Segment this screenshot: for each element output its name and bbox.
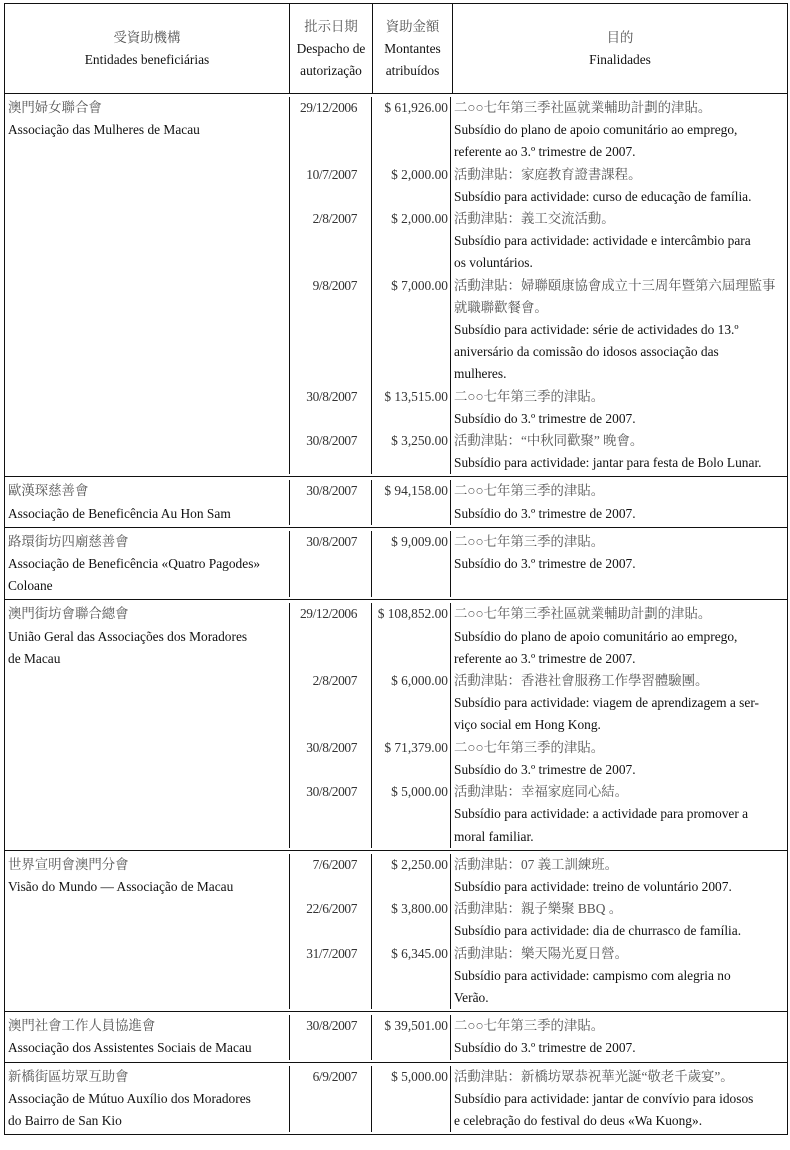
entries <box>289 1063 787 1135</box>
purpose-pt: Subsídio do 3.º trimestre de 2007. <box>454 505 636 521</box>
purpose-zh: 活動津貼：親子樂聚 BBQ 。 <box>454 901 623 917</box>
purpose-pt: moral familiar. <box>454 828 534 844</box>
purpose-pt: referente ao 3.º trimestre de 2007. <box>454 144 636 160</box>
approval-date <box>289 737 371 781</box>
approval-date-text: 2/8/2007 <box>312 673 357 689</box>
grant-entry <box>289 430 787 476</box>
header-date-zh: 批示日期 <box>304 18 358 34</box>
entity-cell <box>5 600 289 849</box>
granted-amount: $ 7,000.00 <box>371 275 450 386</box>
purpose <box>450 386 787 430</box>
granted-amount: $ 94,158.00 <box>371 480 450 524</box>
grant-entry <box>289 898 787 942</box>
purpose-pt: Subsídio para actividade: curso de educação de família. <box>454 188 752 204</box>
header-entity-pt: Entidades beneficiárias <box>84 51 210 67</box>
grant-entry <box>289 477 787 526</box>
purpose-pt: Subsídio do 3.º trimestre de 2007. <box>454 761 636 777</box>
approval-date-text: 30/8/2007 <box>306 533 357 549</box>
approval-date <box>289 386 371 430</box>
entity-name-pt: do Bairro de San Kio <box>8 1112 122 1128</box>
purpose-pt: Subsídio para actividade: jantar para festa de Bolo Lunar. <box>454 455 762 471</box>
approval-date-text: 6/9/2007 <box>312 1068 357 1084</box>
granted-amount: $ 2,000.00 <box>371 164 450 208</box>
approval-date <box>289 275 371 386</box>
purpose-pt: Subsídio do 3.º trimestre de 2007. <box>454 410 636 426</box>
entity-name-zh: 澳門社會工作人員協進會 <box>8 1018 156 1034</box>
header-amount-pt-2: atribuídos <box>385 62 440 78</box>
entity-cell <box>5 94 289 476</box>
granted-amount: $ 3,800.00 <box>371 898 450 942</box>
grant-entry <box>289 1063 787 1135</box>
granted-amount: $ 5,000.00 <box>371 1066 450 1133</box>
purpose-pt: Subsídio para actividade: a actividade para promover a <box>454 806 749 822</box>
approval-date-text: 9/8/2007 <box>312 277 357 293</box>
entity-cell <box>5 528 289 600</box>
header-amount-zh: 資助金額 <box>385 18 440 34</box>
purpose <box>450 1066 787 1133</box>
table-row <box>5 94 787 477</box>
entity-name-zh: 路環街坊四廟慈善會 <box>8 533 129 549</box>
approval-date <box>289 480 371 524</box>
purpose-pt: viço social em Hong Kong. <box>454 717 601 733</box>
approval-date-text: 2/8/2007 <box>312 211 357 227</box>
purpose <box>450 480 787 524</box>
header-purpose <box>452 4 787 93</box>
header-date-pt-1: Despacho de <box>296 40 366 56</box>
approval-date <box>289 531 371 598</box>
purpose <box>450 97 787 164</box>
purpose <box>450 430 787 474</box>
approval-date-text: 31/7/2007 <box>306 945 357 961</box>
entity-name-zh: 新橋街區坊眾互助會 <box>8 1068 129 1084</box>
approval-date-text: 30/8/2007 <box>306 784 357 800</box>
purpose-pt: Verão. <box>454 989 489 1005</box>
table-row <box>5 477 787 527</box>
approval-date <box>289 1066 371 1133</box>
purpose <box>450 603 787 670</box>
header-purpose-pt: Finalidades <box>589 51 651 67</box>
entity-cell <box>5 1012 289 1061</box>
grant-entry <box>289 94 787 164</box>
entity-cell <box>5 477 289 526</box>
purpose-zh: 二○○七年第三季社區就業輔助計劃的津貼。 <box>454 606 712 622</box>
purpose-pt: Subsídio para actividade: dia de churrasco de família. <box>454 923 742 939</box>
purpose-zh: 活動津貼：婦聯頤康協會成立十三周年暨第六屆理監事 <box>454 277 776 293</box>
entries <box>289 600 787 849</box>
entity-name-zh: 歐漢琛慈善會 <box>8 483 89 499</box>
granted-amount: $ 3,250.00 <box>371 430 450 474</box>
purpose-zh: 二○○七年第三季的津貼。 <box>454 1018 605 1034</box>
purpose-pt: Subsídio do plano de apoio comunitário ao emprego, <box>454 122 738 138</box>
purpose-pt: aniversário da comissão do idosos associação das <box>454 344 719 360</box>
granted-amount: $ 6,345.00 <box>371 943 450 1010</box>
purpose <box>450 898 787 942</box>
header-entity <box>5 4 289 93</box>
purpose-pt: Subsídio do 3.º trimestre de 2007. <box>454 1040 636 1056</box>
granted-amount: $ 39,501.00 <box>371 1015 450 1059</box>
purpose-pt: Subsídio do 3.º trimestre de 2007. <box>454 556 636 572</box>
purpose-pt: Subsídio para actividade: jantar de convívio para idosos <box>454 1090 754 1106</box>
grant-entry <box>289 670 787 737</box>
approval-date <box>289 603 371 670</box>
table-header <box>5 4 787 94</box>
purpose-zh: 二○○七年第三季社區就業輔助計劃的津貼。 <box>454 100 712 115</box>
purpose-zh: 活動津貼：07 義工訓練班。 <box>454 856 619 872</box>
header-amount <box>372 4 452 93</box>
entity-name-pt: Associação de Beneficência «Quatro Pagodes» <box>8 556 261 572</box>
entries <box>289 477 787 526</box>
granted-amount: $ 61,926.00 <box>371 97 450 164</box>
purpose <box>450 854 787 898</box>
granted-amount: $ 2,250.00 <box>371 854 450 898</box>
purpose-zh: 二○○七年第三季的津貼。 <box>454 739 605 755</box>
approval-date-text: 22/6/2007 <box>306 901 357 917</box>
grant-entry <box>289 528 787 600</box>
granted-amount: $ 108,852.00 <box>371 603 450 670</box>
purpose-zh: 二○○七年第三季的津貼。 <box>454 483 605 499</box>
approval-date <box>289 208 371 275</box>
purpose <box>450 1015 787 1059</box>
approval-date-text: 29/12/2006 <box>299 100 357 115</box>
entity-cell <box>5 851 289 1011</box>
approval-date <box>289 781 371 848</box>
entries <box>289 94 787 476</box>
header-entity-zh: 受資助機構 <box>113 29 181 45</box>
purpose-pt: Subsídio para actividade: série de actividades do 13.º <box>454 322 739 338</box>
approval-date <box>289 97 371 164</box>
grant-entry <box>289 781 787 850</box>
purpose <box>450 164 787 208</box>
grant-entry <box>289 943 787 1012</box>
purpose <box>450 737 787 781</box>
purpose-zh: 活動津貼：香港社會服務工作學習體驗團。 <box>454 673 709 689</box>
approval-date-text: 10/7/2007 <box>306 166 357 182</box>
table-row <box>5 1012 787 1062</box>
purpose-pt: e celebração do festival do deus «Wa Kuong». <box>454 1112 703 1128</box>
entity-cell <box>5 1063 289 1135</box>
header-purpose-zh: 目的 <box>606 29 634 45</box>
grant-entry <box>289 851 787 898</box>
purpose <box>450 275 787 386</box>
header-date <box>289 4 372 93</box>
entity-name-pt: Associação das Mulheres de Macau <box>8 122 200 138</box>
purpose-pt: Subsídio para actividade: actividade e intercâmbio para <box>454 233 751 249</box>
purpose <box>450 531 787 598</box>
granted-amount: $ 13,515.00 <box>371 386 450 430</box>
grant-entry <box>289 164 787 208</box>
approval-date <box>289 943 371 1010</box>
entity-name-pt: Visão do Mundo — Associação de Macau <box>8 878 234 894</box>
purpose-zh: 活動津貼：“中秋同歡聚” 晚會。 <box>454 433 644 449</box>
purpose <box>450 208 787 275</box>
approval-date <box>289 898 371 942</box>
approval-date-text: 30/8/2007 <box>306 388 357 404</box>
approval-date <box>289 670 371 737</box>
approval-date-text: 7/6/2007 <box>312 856 357 872</box>
purpose <box>450 943 787 1010</box>
entity-name-zh: 世界宣明會澳門分會 <box>8 856 129 872</box>
approval-date-text: 30/8/2007 <box>306 1018 357 1034</box>
entity-name-zh: 澳門婦女聯合會 <box>8 100 102 115</box>
entity-name-zh: 澳門街坊會聯合總會 <box>8 606 129 622</box>
entries <box>289 851 787 1011</box>
purpose-zh: 活動津貼：義工交流活動。 <box>454 211 615 227</box>
grant-entry <box>289 737 787 781</box>
entity-name-pt: União Geral das Associações dos Moradores <box>8 628 248 644</box>
approval-date <box>289 854 371 898</box>
entries <box>289 528 787 600</box>
grant-entry <box>289 275 787 386</box>
purpose-zh: 二○○七年第三季的津貼。 <box>454 533 605 549</box>
table-row <box>5 528 787 601</box>
purpose-zh: 活動津貼：幸福家庭同心結。 <box>454 784 629 800</box>
approval-date <box>289 430 371 474</box>
purpose-zh: 就職聯歡餐會。 <box>454 299 548 315</box>
purpose-pt: Subsídio para actividade: campismo com alegria no <box>454 967 731 983</box>
table-row <box>5 600 787 850</box>
approval-date-text: 30/8/2007 <box>306 739 357 755</box>
purpose <box>450 670 787 737</box>
granted-amount: $ 71,379.00 <box>371 737 450 781</box>
purpose <box>450 781 787 848</box>
purpose-pt: mulheres. <box>454 366 507 382</box>
entity-name-pt: Coloane <box>8 578 53 594</box>
granted-amount: $ 5,000.00 <box>371 781 450 848</box>
purpose-pt: Subsídio para actividade: treino de voluntário 2007. <box>454 878 732 894</box>
approval-date-text: 29/12/2006 <box>299 606 357 622</box>
granted-amount: $ 6,000.00 <box>371 670 450 737</box>
table-row <box>5 851 787 1012</box>
approval-date-text: 30/8/2007 <box>306 433 357 449</box>
table-row <box>5 1063 787 1135</box>
purpose-zh: 二○○七年第三季的津貼。 <box>454 388 605 404</box>
grant-entry <box>289 386 787 430</box>
purpose-pt: Subsídio do plano de apoio comunitário ao emprego, <box>454 628 738 644</box>
table-body <box>5 94 787 1134</box>
entity-name-pt: Associação de Beneficência Au Hon Sam <box>8 505 231 521</box>
purpose-pt: referente ao 3.º trimestre de 2007. <box>454 650 636 666</box>
header-amount-pt-1: Montantes <box>384 40 441 56</box>
grant-entry <box>289 208 787 275</box>
entity-name-pt: Associação de Mútuo Auxílio dos Moradores <box>8 1090 251 1106</box>
entity-name-pt: de Macau <box>8 650 61 666</box>
approval-date-text: 30/8/2007 <box>306 483 357 499</box>
purpose-pt: os voluntários. <box>454 255 533 271</box>
approval-date <box>289 1015 371 1059</box>
granted-amount: $ 9,009.00 <box>371 531 450 598</box>
header-date-pt-2: autorização <box>300 62 362 78</box>
grant-entry <box>289 600 787 670</box>
purpose-zh: 活動津貼：新橋坊眾恭祝華光誕“敬老千歲宴”。 <box>454 1068 734 1084</box>
entity-name-pt: Associação dos Assistentes Sociais de Macau <box>8 1040 252 1056</box>
approval-date <box>289 164 371 208</box>
entries <box>289 1012 787 1061</box>
granted-amount: $ 2,000.00 <box>371 208 450 275</box>
purpose-pt: Subsídio para actividade: viagem de aprendizagem a ser- <box>454 695 759 711</box>
purpose-zh: 活動津貼：樂天陽光夏日營。 <box>454 945 629 961</box>
purpose-zh: 活動津貼：家庭教育證書課程。 <box>454 166 642 182</box>
subsidy-table <box>4 3 788 1135</box>
grant-entry <box>289 1012 787 1061</box>
